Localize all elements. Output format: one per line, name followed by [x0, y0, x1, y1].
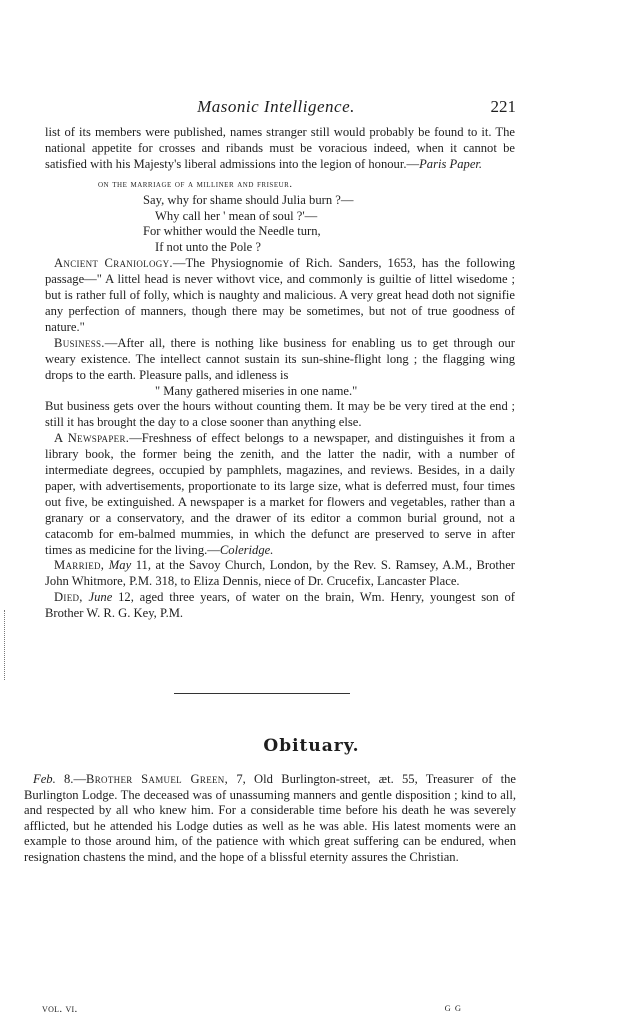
quotation-line: " Many gathered miseries in one name.": [155, 383, 358, 398]
obituary-title: Obituary.: [263, 736, 360, 756]
source-citation: Paris Paper.: [419, 156, 483, 171]
poem-line: If not unto the Pole ?: [155, 240, 261, 255]
paragraph-newspaper: A Newspaper.—Freshness of effect belongs to a newspaper, and distinguishes it from a library book, the former being the zenith, and the latter the nadir, with a number of intermediate degrees, occupied by pamphlets, magazines, and reviews. Besides, in a daily paper, with advertisements, proportionate to its large size, what is deferred must, four times out five, be extinguished. A newspaper is a market for flowers and vegetables, rather than a granary or a conservatory, and the drawer of its editor a common burial ground, not a catacomb for em-balmed mummies, in which the defunct are preserved to serve in after times as medicine for the living.—Coleridge.: [45, 431, 515, 557]
paragraph-business-continued: But business gets over the hours without counting them. It may be be very tired at the end ; still it has brought the day to a close sooner than anything else.: [45, 399, 515, 430]
signature-mark: G G: [444, 1003, 462, 1013]
paragraph-continuation: list of its members were published, names stranger still would probably be found to it. The national appetite for crosses and ribands must be voracious indeed, when it cannot be satisfied with his Majesty's liberal admissions into the legion of honour.—Paris Paper.: [45, 125, 515, 171]
page-footer: [42, 1003, 462, 1015]
article-body: [45, 125, 515, 622]
poem-line: Say, why for shame should Julia burn ?—: [143, 192, 354, 207]
volume-label: vol. vi.: [42, 1003, 78, 1015]
source-citation: Coleridge.: [219, 542, 274, 557]
running-header: [36, 97, 516, 119]
poem-line: Why call her ' mean of soul ?'—: [155, 208, 318, 223]
obituary-body: [24, 772, 516, 866]
margin-mark: [4, 610, 11, 680]
paragraph-died: Died, June 12, aged three years, of water on the brain, Wm. Henry, youngest son of Brother W. R. G. Key, P.M.: [45, 590, 516, 621]
paragraph-married: Married, May 11, at the Savoy Church, London, by the Rev. S. Ramsey, A.M., Brother John Whitmore, P.M. 318, to Eliza Dennis, niece of Dr. Crucefix, Lancaster Place.: [45, 558, 515, 589]
poem-line: For whither would the Needle turn,: [143, 224, 321, 239]
obituary-paragraph: Feb. 8.—Brother Samuel Green, 7, Old Burlington-street, æt. 55, Treasurer of the Burlington Lodge. The deceased was of unassuming manners and gentle disposition ; kind to all, and respected by all who knew him. For a considerable time before his death he was severely afflicted, but he attended his Lodge duties as well as he was able. His latest moments were an example to those around him, of the patience with which great suffering can be endured, when resignation chastens the mind, and the hope of a blissful eternity assures the Christian.: [24, 772, 516, 864]
poem-heading: on the marriage of a milliner and friseur.: [98, 178, 293, 190]
page-number: 221: [490, 97, 516, 116]
paragraph-craniology: Ancient Craniology.—The Physiognomie of Rich. Sanders, 1653, has the following passage—" A littel head is never withovt vice, and commonly is guiltie of littel wisedome ; but is rather full of folly, which is naughty and malicious. A very great head doth not signifie any perfection of manners, though there may be sometimes, but not of true goodness of nature.": [45, 256, 516, 334]
running-head-title: Masonic Intelligence.: [197, 97, 355, 116]
section-divider: [174, 693, 350, 694]
paragraph-business: Business.—After all, there is nothing like business for enabling us to get through our weary existence. The intellect cannot sustain its sun-shine-flight long ; the flagging wing drops to the earth. Pleasure palls, and idleness is: [45, 335, 515, 382]
